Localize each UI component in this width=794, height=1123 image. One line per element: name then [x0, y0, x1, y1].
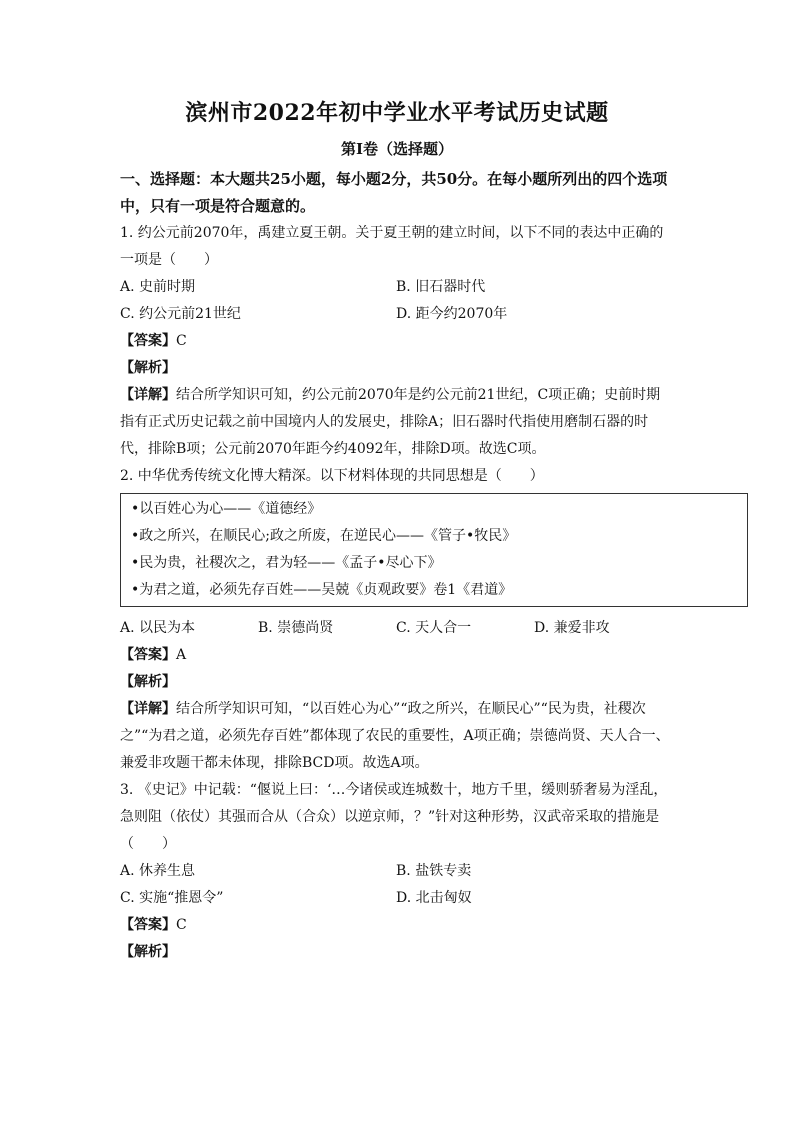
q3-options	[120, 858, 672, 912]
q3-option-a: A. 休养生息	[120, 863, 196, 879]
q3-answer-value: C	[176, 917, 187, 933]
q3-stem: 3. 《史记》中记载：“偃说上曰：‘…今诸侯或连城数十，地方千里，缓则骄奢易为淫乱，急则阻（依仗）其强而合从（合众）以逆京师，？”针对这种形势，汉武帝采取的措施是（ ）	[120, 782, 668, 852]
q1-detail	[120, 382, 672, 463]
section-heading: 一、选择题：本大题共25小题，每小题2分，共50分。在每小题所列出的四个选项中，只有一项是符合题意的。	[120, 170, 668, 215]
q3-option-d: D. 北击匈奴	[396, 890, 472, 906]
q2-answer-value: A	[176, 647, 187, 663]
q2-options	[120, 615, 672, 642]
q1-option-a: A. 史前时期	[120, 279, 196, 295]
q2-option-a: A. 以民为本	[120, 620, 196, 636]
q3-option-b: B. 盐铁专卖	[396, 863, 472, 879]
q2-detail	[120, 696, 672, 777]
q2-option-d: D. 兼爱非攻	[534, 620, 610, 636]
q1-analysis-label: 【解析】	[120, 360, 176, 376]
q1-option-b: B. 旧石器时代	[396, 279, 486, 295]
q1-option-c: C. 约公元前21世纪	[120, 306, 241, 322]
q2-material-2: •政之所兴，在顺民心;政之所废，在逆民心——《管子•牧民》	[131, 528, 517, 544]
q2-stem: 2. 中华优秀传统文化博大精深。以下材料体现的共同思想是（ ）	[120, 468, 544, 484]
q2-option-b: B. 崇德尚贤	[258, 620, 334, 636]
q1-answer	[120, 328, 672, 355]
q2-detail-text: 结合所学知识可知，“以百姓心为心”“政之所兴，在顺民心”“民为贵，社稷次之”“为君之道，必须先存百姓”都体现了农民的重要性，A项正确；崇德尚贤、天人合一、兼爱非攻题干都未体现，排除BCD项。故选A项。	[120, 701, 670, 771]
page-title: 滨州市2022年初中学业水平考试历史试题	[185, 100, 609, 126]
q1-stem: 1. 约公元前2070年，禹建立夏王朝。关于夏王朝的建立时间，以下不同的表达中正确的一项是（ ）	[120, 225, 664, 268]
q2-material-3: •民为贵，社稷次之，君为轻——《孟子•尽心下》	[131, 555, 442, 571]
answer-label: 【答案】	[120, 647, 176, 663]
answer-label: 【答案】	[120, 333, 176, 349]
q1-answer-value: C	[176, 333, 187, 349]
q1-detail-text: 结合所学知识可知，约公元前2070年是约公元前21世纪，C项正确；史前时期指有正式历史记载之前中国境内人的发展史，排除A；旧石器时代指使用磨制石器的时代，排除B项；公元前2070年距今约4092年，排除D项。故选C项。	[120, 387, 661, 457]
q3-option-c: C. 实施“推恩令”	[120, 890, 224, 906]
answer-label: 【答案】	[120, 917, 176, 933]
q3-analysis-label: 【解析】	[120, 944, 176, 960]
q2-option-c: C. 天人合一	[396, 620, 472, 636]
q1-option-d: D. 距今约2070年	[396, 306, 508, 322]
detail-label: 【详解】	[120, 701, 176, 717]
q2-material-1: •以百姓心为心——《道德经》	[131, 501, 322, 517]
exam-content	[120, 166, 672, 966]
q2-answer	[120, 642, 672, 669]
q3-answer	[120, 912, 672, 939]
part-subtitle: 第Ⅰ卷（选择题）	[340, 140, 454, 158]
q2-material-box	[120, 493, 748, 607]
detail-label: 【详解】	[120, 387, 176, 403]
q2-material-4: •为君之道，必须先存百姓——吴兢《贞观政要》卷1《君道》	[131, 582, 513, 598]
q1-options	[120, 274, 672, 328]
q2-analysis-label: 【解析】	[120, 674, 176, 690]
